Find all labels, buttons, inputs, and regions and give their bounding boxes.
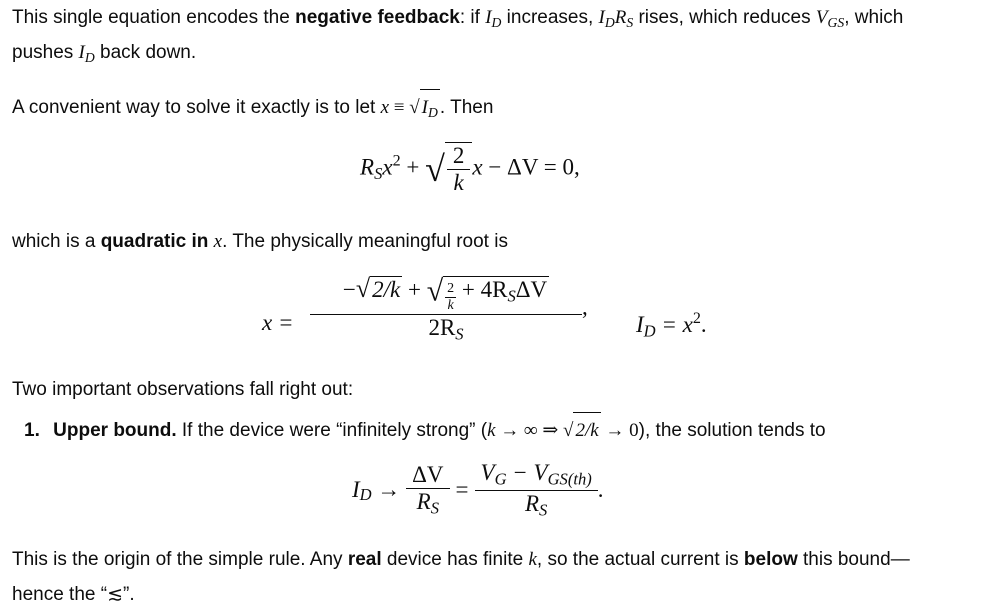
math-k: k — [528, 549, 537, 570]
text: rises, which reduces — [633, 7, 816, 28]
equation-root-fraction: −√2/k + √ $\frac{2}{k}$ + $4R_S\Delta V$ $2R_S$ , — [310, 274, 588, 344]
sqrt-symbol: √ — [409, 97, 420, 118]
paragraph-observations — [12, 372, 353, 407]
text: : if — [459, 7, 486, 28]
paragraph-substitution — [12, 89, 493, 130]
text: Two important observations fall right out: — [12, 379, 354, 400]
text: ”. — [123, 584, 135, 605]
math-equiv: ≡ — [389, 97, 410, 118]
text: which is a — [12, 231, 101, 252]
bold-upper-bound: Upper bound. — [53, 420, 177, 441]
sqrt-symbol: √ — [425, 149, 445, 189]
text: increases, — [501, 7, 599, 28]
bold-real: real — [347, 549, 382, 570]
text: pushes — [12, 42, 79, 63]
paragraph-feedback-line1 — [12, 0, 903, 40]
text: , so the actual current is — [536, 549, 744, 570]
fraction-root — [310, 274, 582, 344]
text: ), the solution tends to — [638, 420, 826, 441]
math-limit: k → ∞ ⇒ — [487, 420, 563, 441]
bold-below: below — [743, 549, 798, 570]
text: hence the “ — [12, 584, 108, 605]
math-limit-tail: → 0 — [600, 420, 639, 441]
sqrt-2-over-k: 2/k — [573, 412, 600, 448]
math-id: $I_D$ — [485, 7, 502, 30]
equation-upper-bound: $I_D$ → $\frac{\Delta V}{R_S}$ = $\frac{V_G - V_{GS(th)}}{R_S}$ . — [352, 460, 604, 520]
paragraph-feedback-line2 — [12, 35, 196, 75]
text: A convenient way to solve it exactly is to let — [12, 97, 381, 118]
math-id: $I_D$ — [78, 42, 95, 65]
math-x: x — [380, 97, 390, 118]
text: back down. — [94, 42, 197, 63]
fraction-2-over-k: $\frac{2}{k}$ — [445, 142, 473, 196]
text: This is the origin of the simple rule. Any — [12, 549, 348, 570]
text: . The physically meaningful root is — [222, 231, 508, 252]
text: . Then — [439, 97, 494, 118]
equation-root-lhs: x = — [262, 310, 294, 335]
paragraph-origin-line1 — [12, 542, 910, 577]
text: device has finite — [381, 549, 529, 570]
root-denominator: $2R_S$ — [310, 314, 582, 345]
sqrt-symbol: √ — [563, 420, 574, 441]
sqrt-id: $I_D$ — [420, 89, 440, 130]
math-x: x — [213, 231, 223, 252]
equation-quadratic: $R_Sx^2$ + √ $\frac{2}{k}$ x − ΔV = 0, — [360, 143, 580, 195]
text: This single equation encodes the — [12, 7, 296, 28]
root-numerator: −√2/k + √ $\frac{2}{k}$ + $4R_S\Delta V$ — [342, 274, 548, 313]
paragraph-quadratic — [12, 224, 508, 259]
equation-id-x2: $I_D = x^2$. — [636, 310, 707, 341]
fraction-dv-over-rs: $\frac{\Delta V}{R_S}$ — [406, 462, 449, 519]
math-lesssim: ≲ — [107, 584, 123, 605]
text: , which — [844, 7, 904, 28]
math-vgs: $V_{GS}$ — [815, 7, 845, 30]
bold-quadratic: quadratic in — [100, 231, 209, 252]
bold-negative-feedback: negative feedback — [295, 7, 460, 28]
math-id-rs: $I_DR_S$ — [598, 7, 634, 30]
fraction-vg-vgs-over-rs: $\frac{V_G - V_{GS(th)}}{R_S}$ — [475, 460, 598, 520]
text: this bound— — [797, 549, 910, 570]
text: If the device were “infinitely strong” ( — [176, 420, 488, 441]
paragraph-origin-line2 — [12, 577, 135, 612]
list-number: 1. — [24, 420, 40, 441]
list-item-upper-bound — [24, 412, 826, 448]
